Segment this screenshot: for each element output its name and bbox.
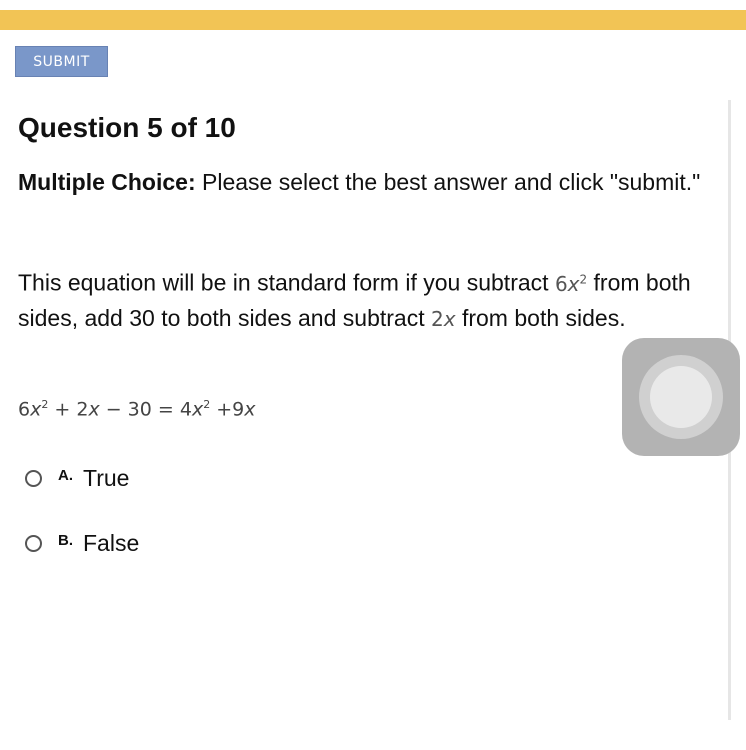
header-bar bbox=[0, 10, 746, 30]
stem-text-3: from both sides. bbox=[455, 304, 626, 331]
assistive-touch-center bbox=[650, 366, 712, 428]
top-margin bbox=[0, 0, 746, 10]
assistive-touch-icon[interactable] bbox=[622, 338, 740, 456]
stem-term-1: $6x^2$ bbox=[554, 271, 588, 296]
radio-button-icon[interactable] bbox=[25, 470, 42, 487]
stem-term-2: 2x bbox=[431, 306, 456, 331]
instruction-label: Multiple Choice: bbox=[18, 169, 196, 195]
option-text: True bbox=[83, 465, 130, 491]
radio-button-icon[interactable] bbox=[25, 535, 42, 552]
stem-text-1: This equation will be in standard form if you subtract bbox=[18, 269, 555, 296]
assistive-touch-ring bbox=[639, 355, 723, 439]
instructions bbox=[18, 166, 718, 198]
question-stem bbox=[18, 262, 718, 336]
submit-button[interactable]: SUBMIT bbox=[15, 46, 108, 77]
option-letter: A. bbox=[58, 467, 73, 484]
option-letter: B. bbox=[58, 532, 73, 549]
stem-text-2: from both sides, add 30 to both sides and subtract bbox=[18, 269, 691, 331]
question-title: Question 5 of 10 bbox=[18, 112, 236, 143]
instruction-text: Please select the best answer and click "submit." bbox=[195, 169, 701, 195]
equation: $6x^2 + 2x - 30 = 4x^2 +9x$ bbox=[18, 398, 256, 421]
option-b[interactable] bbox=[25, 530, 139, 557]
option-text: False bbox=[83, 530, 140, 556]
option-a[interactable] bbox=[25, 465, 129, 492]
